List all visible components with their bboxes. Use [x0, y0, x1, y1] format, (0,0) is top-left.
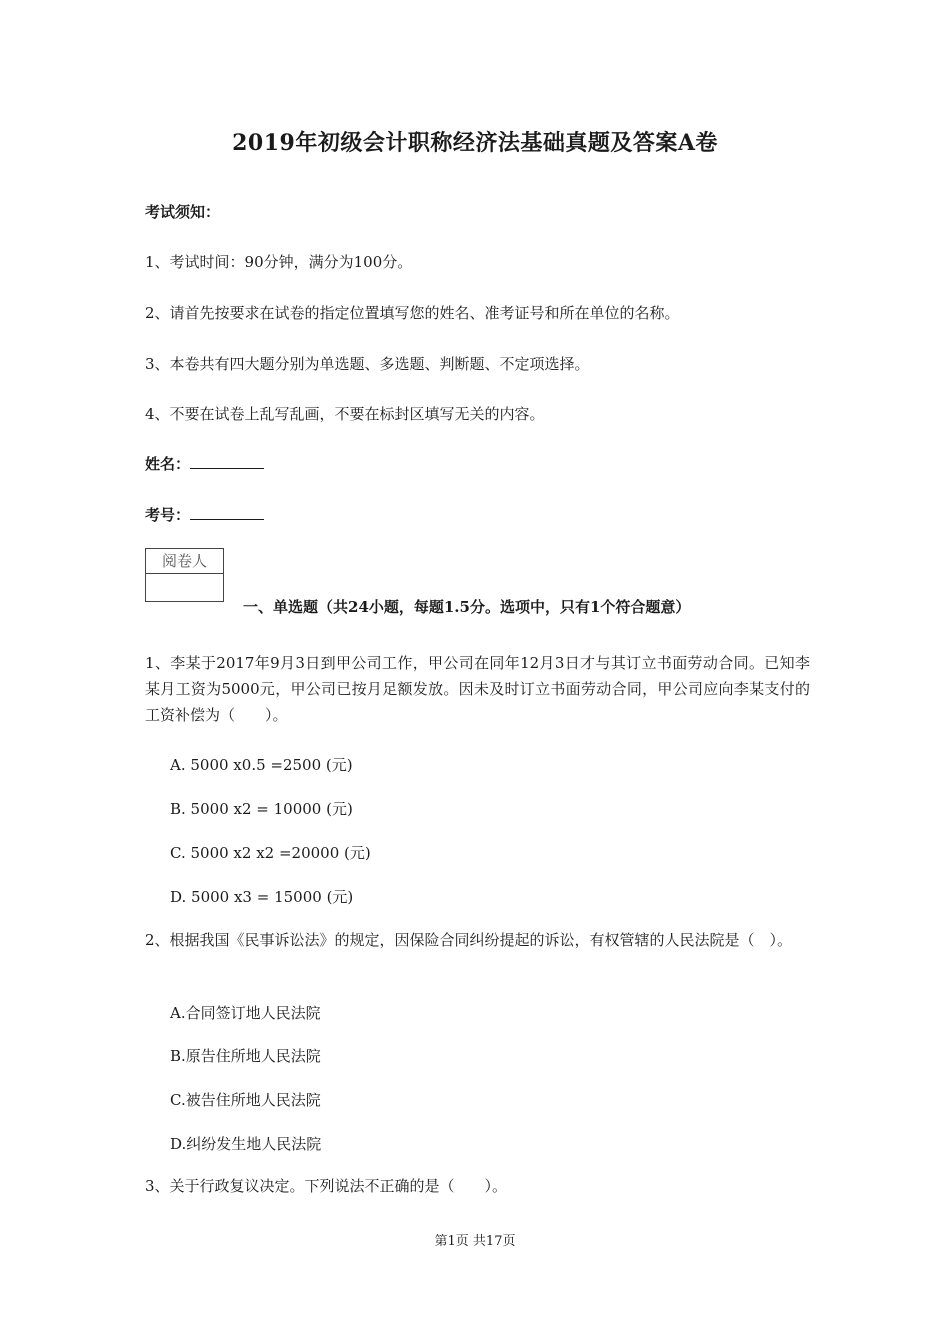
name-blank [190, 454, 264, 469]
name-label: 姓名： [145, 455, 191, 473]
notice-item: 4、不要在试卷上乱写乱画，不要在标封区填写无关的内容。 [145, 405, 545, 423]
notice-item: 1、考试时间：90分钟，满分为100分。 [145, 253, 413, 271]
question-2-option-a: A.合同签订地人民法院 [170, 1004, 321, 1022]
section-heading: 一、单选题（共24小题，每题1.5分。选项中，只有1个符合题意） [243, 598, 691, 616]
id-label: 考号： [145, 506, 191, 524]
question-2: 2、根据我国《民事诉讼法》的规定，因保险合同纠纷提起的诉讼，有权管辖的人民法院是（ ）。 [145, 931, 793, 949]
page-footer: 第1页 共17页 [434, 1234, 516, 1249]
question-1-option-b: B. 5000 x2 = 10000 (元) [170, 800, 353, 818]
question-1-option-d: D. 5000 x3 = 15000 (元) [170, 888, 354, 906]
grader-label: 阅卷人 [146, 549, 223, 574]
question-1-option-a: A. 5000 x0.5 =2500 (元) [170, 756, 353, 774]
id-blank [190, 505, 264, 520]
id-field [145, 504, 264, 525]
question-3: 3、关于行政复议决定。下列说法不正确的是（ ）。 [145, 1177, 508, 1195]
question-1: 1、李某于2017年9月3日到甲公司工作，甲公司在同年12月3日才与其订立书面劳动合同。已知李某月工资为5000元，甲公司已按月足额发放。因未及时订立书面劳动合同，甲公司应向李某支付的工资补偿为（ ）。 [145, 654, 810, 724]
page-title: 2019年初级会计职称经济法基础真题及答案A卷 [232, 130, 718, 156]
question-2-option-b: B.原告住所地人民法院 [170, 1047, 321, 1065]
notice-item: 2、请首先按要求在试卷的指定位置填写您的姓名、准考证号和所在单位的名称。 [145, 304, 680, 322]
notice-item: 3、本卷共有四大题分别为单选题、多选题、判断题、不定项选择。 [145, 355, 590, 373]
notice-heading: 考试须知： [145, 203, 221, 221]
question-2-option-c: C.被告住所地人民法院 [170, 1091, 321, 1109]
question-2-option-d: D.纠纷发生地人民法院 [170, 1135, 322, 1153]
name-field [145, 453, 264, 474]
question-1-option-c: C. 5000 x2 x2 =20000 (元) [170, 844, 371, 862]
grader-box [145, 548, 224, 602]
